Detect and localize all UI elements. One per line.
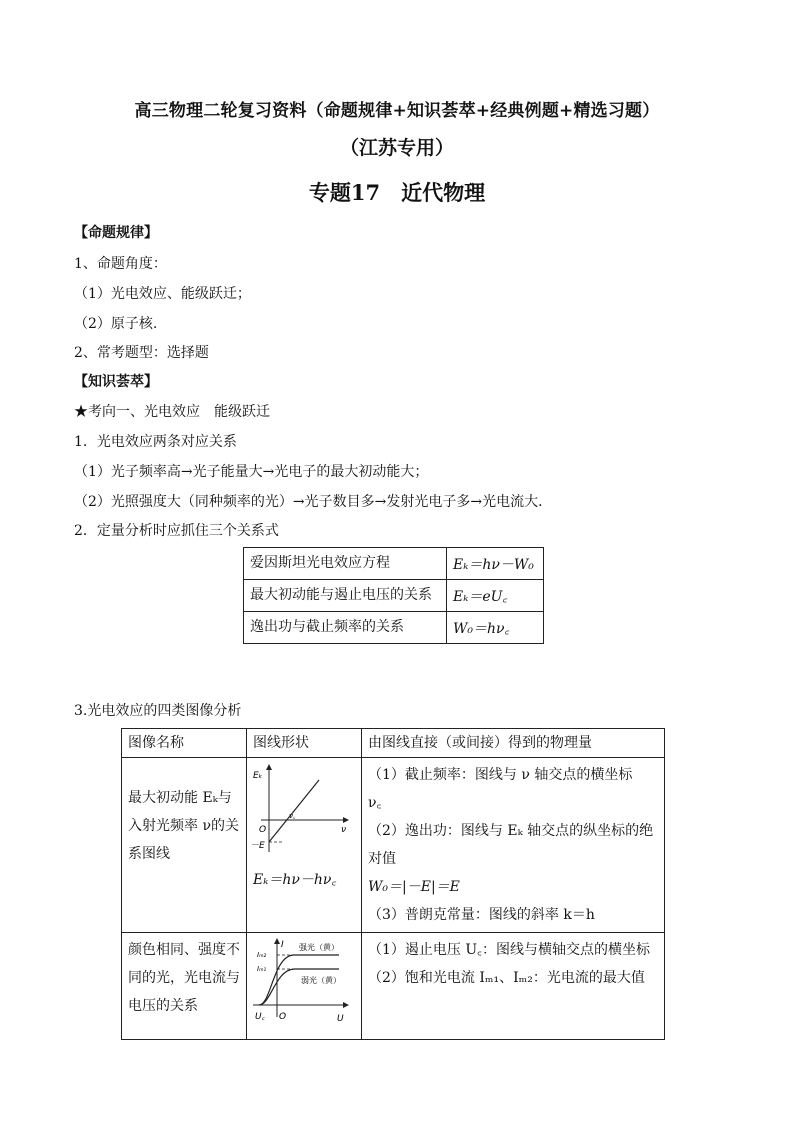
relation-name: 逸出功与截止频率的关系 — [244, 612, 447, 644]
curve-label: 强光（黄） — [299, 943, 339, 952]
info-line: （2）逸出功：图线与 Eₖ 轴交点的纵坐标的绝对值 — [368, 823, 654, 867]
table-row — [244, 612, 544, 644]
section-heading-knowledge: 【知识荟萃】 — [74, 374, 158, 390]
info-line: （3）普朗克常量：图线的斜率 k＝h — [368, 907, 595, 923]
curve-label: 弱光（黄） — [301, 976, 341, 985]
graph-cell — [247, 758, 362, 933]
tick-label: U꜀ — [255, 1012, 265, 1022]
table-row — [122, 758, 665, 933]
text-line: （1）光子频率高→光子能量大→光电子的最大初动能大； — [74, 464, 429, 480]
text-line: （2）原子核. — [74, 316, 158, 332]
tick-label: Iₘ₁ — [257, 965, 267, 973]
info-line: （1）遏止电压 U꜀：图线与横轴交点的横坐标 — [368, 942, 650, 958]
table-row — [122, 933, 665, 1040]
ek-frequency-graph — [249, 760, 353, 860]
graph-info — [362, 758, 665, 933]
info-line: W₀＝|－E|＝E — [368, 879, 460, 895]
relation-formula: Eₖ＝eU꜀ — [447, 580, 544, 612]
text-line: 1．光电效应两条对应关系 — [74, 434, 237, 450]
section-heading-rules: 【命题规律】 — [74, 225, 158, 241]
document-title: 高三物理二轮复习资料（命题规律+知识荟萃+经典例题+精选习题） — [134, 101, 660, 121]
graph-caption: Eₖ＝hν－hν꜀ — [253, 872, 337, 888]
text-line: 2、常考题型：选择题 — [74, 345, 209, 361]
relation-formula: W₀＝hν꜀ — [447, 612, 544, 644]
graph-analysis-table — [121, 728, 665, 1040]
origin-label: O — [279, 1012, 287, 1022]
graph-name: 颜色相同、强度不同的光，光电流与电压的关系 — [122, 933, 247, 1040]
column-header: 图线形状 — [247, 729, 362, 758]
text-line: （2）光照强度大（同种频率的光）→光子数目多→发射光电子多→光电流大． — [74, 494, 553, 510]
current-voltage-graph — [249, 935, 353, 1027]
table-row — [244, 580, 544, 612]
topic-title: 专题17 近代物理 — [308, 180, 486, 205]
axis-label: U — [337, 1014, 344, 1024]
tick-label: －E — [250, 841, 265, 851]
relations-table — [243, 547, 544, 644]
axis-label: I — [281, 940, 284, 950]
text-line: ★考向一、光电效应 能级跃迁 — [74, 404, 270, 420]
tick-label: ν꜀ — [289, 812, 296, 820]
graph-name: 最大初动能 Eₖ与入射光频率 ν的关系图线 — [122, 758, 247, 933]
info-line: （2）饱和光电流 Iₘ₁、Iₘ₂：光电流的最大值 — [368, 970, 645, 986]
document-subtitle: （江苏专用） — [339, 137, 454, 159]
relation-formula: Eₖ＝hν－W₀ — [447, 548, 544, 580]
origin-label: O — [259, 825, 267, 835]
relation-name: 爱因斯坦光电效应方程 — [244, 548, 447, 580]
axis-label: Eₖ — [253, 771, 263, 781]
column-header: 图像名称 — [122, 729, 247, 758]
graph-info — [362, 933, 665, 1040]
tick-label: Iₘ₂ — [257, 951, 267, 959]
axis-label: ν — [341, 825, 347, 835]
column-header: 由图线直接（或间接）得到的物理量 — [362, 729, 665, 758]
info-line: （1）截止频率：图线与 ν 轴交点的横坐标 ν꜀ — [368, 767, 647, 811]
table-header-row — [122, 729, 665, 758]
text-line: （1）光电效应、能级跃迁； — [74, 286, 251, 302]
section-title-graphs: 3.光电效应的四类图像分析 — [74, 703, 242, 719]
graph-cell — [247, 933, 362, 1040]
text-line: 1、命题角度： — [74, 256, 167, 272]
text-line: 2．定量分析时应抓住三个关系式 — [74, 523, 279, 539]
table-row — [244, 548, 544, 580]
relation-name: 最大初动能与遏止电压的关系 — [244, 580, 447, 612]
